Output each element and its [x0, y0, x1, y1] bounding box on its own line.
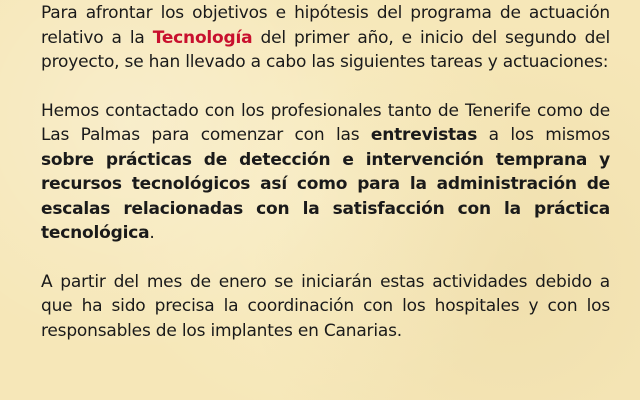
highlight-tecnologia: Tecnología: [152, 27, 253, 48]
bold-entrevistas: entrevistas: [370, 125, 478, 145]
paragraph-schedule: [41, 270, 610, 344]
paragraph-intro: [41, 0, 610, 75]
text-segment: .: [149, 223, 155, 243]
text-segment: a los mismos: [477, 125, 610, 145]
paragraph-contacts: [41, 99, 610, 246]
text-segment: Hemos contactado con los profesionales tanto de Tenerife como de Las Palmas para comenzar con las: [41, 100, 610, 145]
bold-topics: sobre prácticas de detección e intervención temprana y recursos tecnológicos así como para la administración de escalas relacionadas con la satisfacción con la práctica tecnológica: [41, 149, 610, 243]
text-segment: del primer año, e inicio del segundo del proyecto, se han llevado a cabo las siguientes tareas y actuaciones:: [41, 27, 610, 72]
text-segment: Para afrontar los objetivos e hipótesis del programa de actuación relativo a la: [41, 3, 610, 48]
document-body: [41, 0, 610, 343]
text-segment: A partir del mes de enero se iniciarán estas actividades debido a que ha sido precisa la coordinación con los hospitales y con los responsables de los implantes en Canarias.: [41, 271, 610, 341]
